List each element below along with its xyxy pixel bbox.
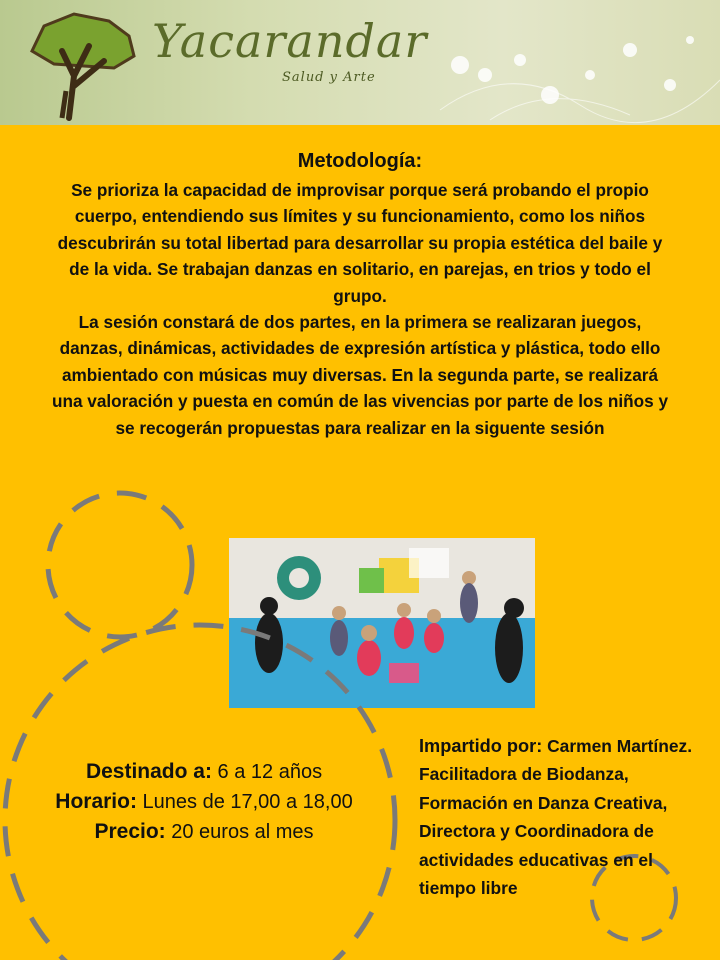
header-banner	[0, 0, 720, 125]
instructor-label: Impartido por	[419, 736, 537, 756]
price-label: Precio	[94, 820, 159, 843]
children-dancing-photo	[229, 538, 535, 708]
price-line: Precio: 20 euros al mes	[94, 820, 314, 843]
flowers-decoration-icon	[430, 20, 720, 125]
brand-name: Yacarandar	[152, 14, 428, 68]
audience-label: Destinado a	[85, 760, 205, 783]
audience-value: 6 a 12 años	[217, 761, 323, 783]
tree-logo-icon	[14, 6, 144, 121]
schedule-label: Horario	[55, 790, 130, 813]
brand-tagline: Salud y Arte	[282, 70, 376, 85]
schedule-line: Horario: Lunes de 17,00 a 18,00	[55, 790, 353, 813]
audience-line: Destinado a: 6 a 12 años	[85, 760, 323, 783]
price-value: 20 euros al mes	[171, 821, 314, 843]
methodology-paragraph-2: La sesión constará de dos partes, en la primera se realizaran juegos, danzas, dinámicas, actividades de expresión artística y plástica, todo ello ambientado con músicas muy diversas. En la segunda parte, se realizará una valoración y puesta en común de las vivencias por parte de los niños y se recogerán propuestas para realizar en la siguente sesión	[51, 312, 669, 438]
methodology-paragraph-1: Se prioriza la capacidad de improvisar porque será probando el propio cuerpo, entendiendo sus límites y su funcionamiento, como los niños descubrirán su total libertad para desarrollar su propia estética del baile y de la vida. Se trabajan danzas en solitario, en parejas, en trios y todo el grupo.	[57, 180, 663, 306]
methodology-title: Metodología:	[297, 150, 423, 172]
course-details	[44, 757, 364, 847]
instructor-info: Impartido por: Carmen Martínez. Facilitadora de Biodanza, Formación en Danza Creativa, Directora y Coordinadora de actividades educativas en el tiempo libre	[419, 736, 693, 899]
dashed-circle-upper-left	[48, 493, 192, 637]
photo-illustration	[229, 538, 535, 708]
schedule-value: Lunes de 17,00 a 18,00	[142, 791, 353, 813]
methodology-body	[50, 177, 670, 441]
instructor-value: Carmen Martínez. Facilitadora de Biodanza, Formación en Danza Creativa, Directora y Coordinadora de actividades educativas en el tiempo libre	[419, 736, 693, 899]
